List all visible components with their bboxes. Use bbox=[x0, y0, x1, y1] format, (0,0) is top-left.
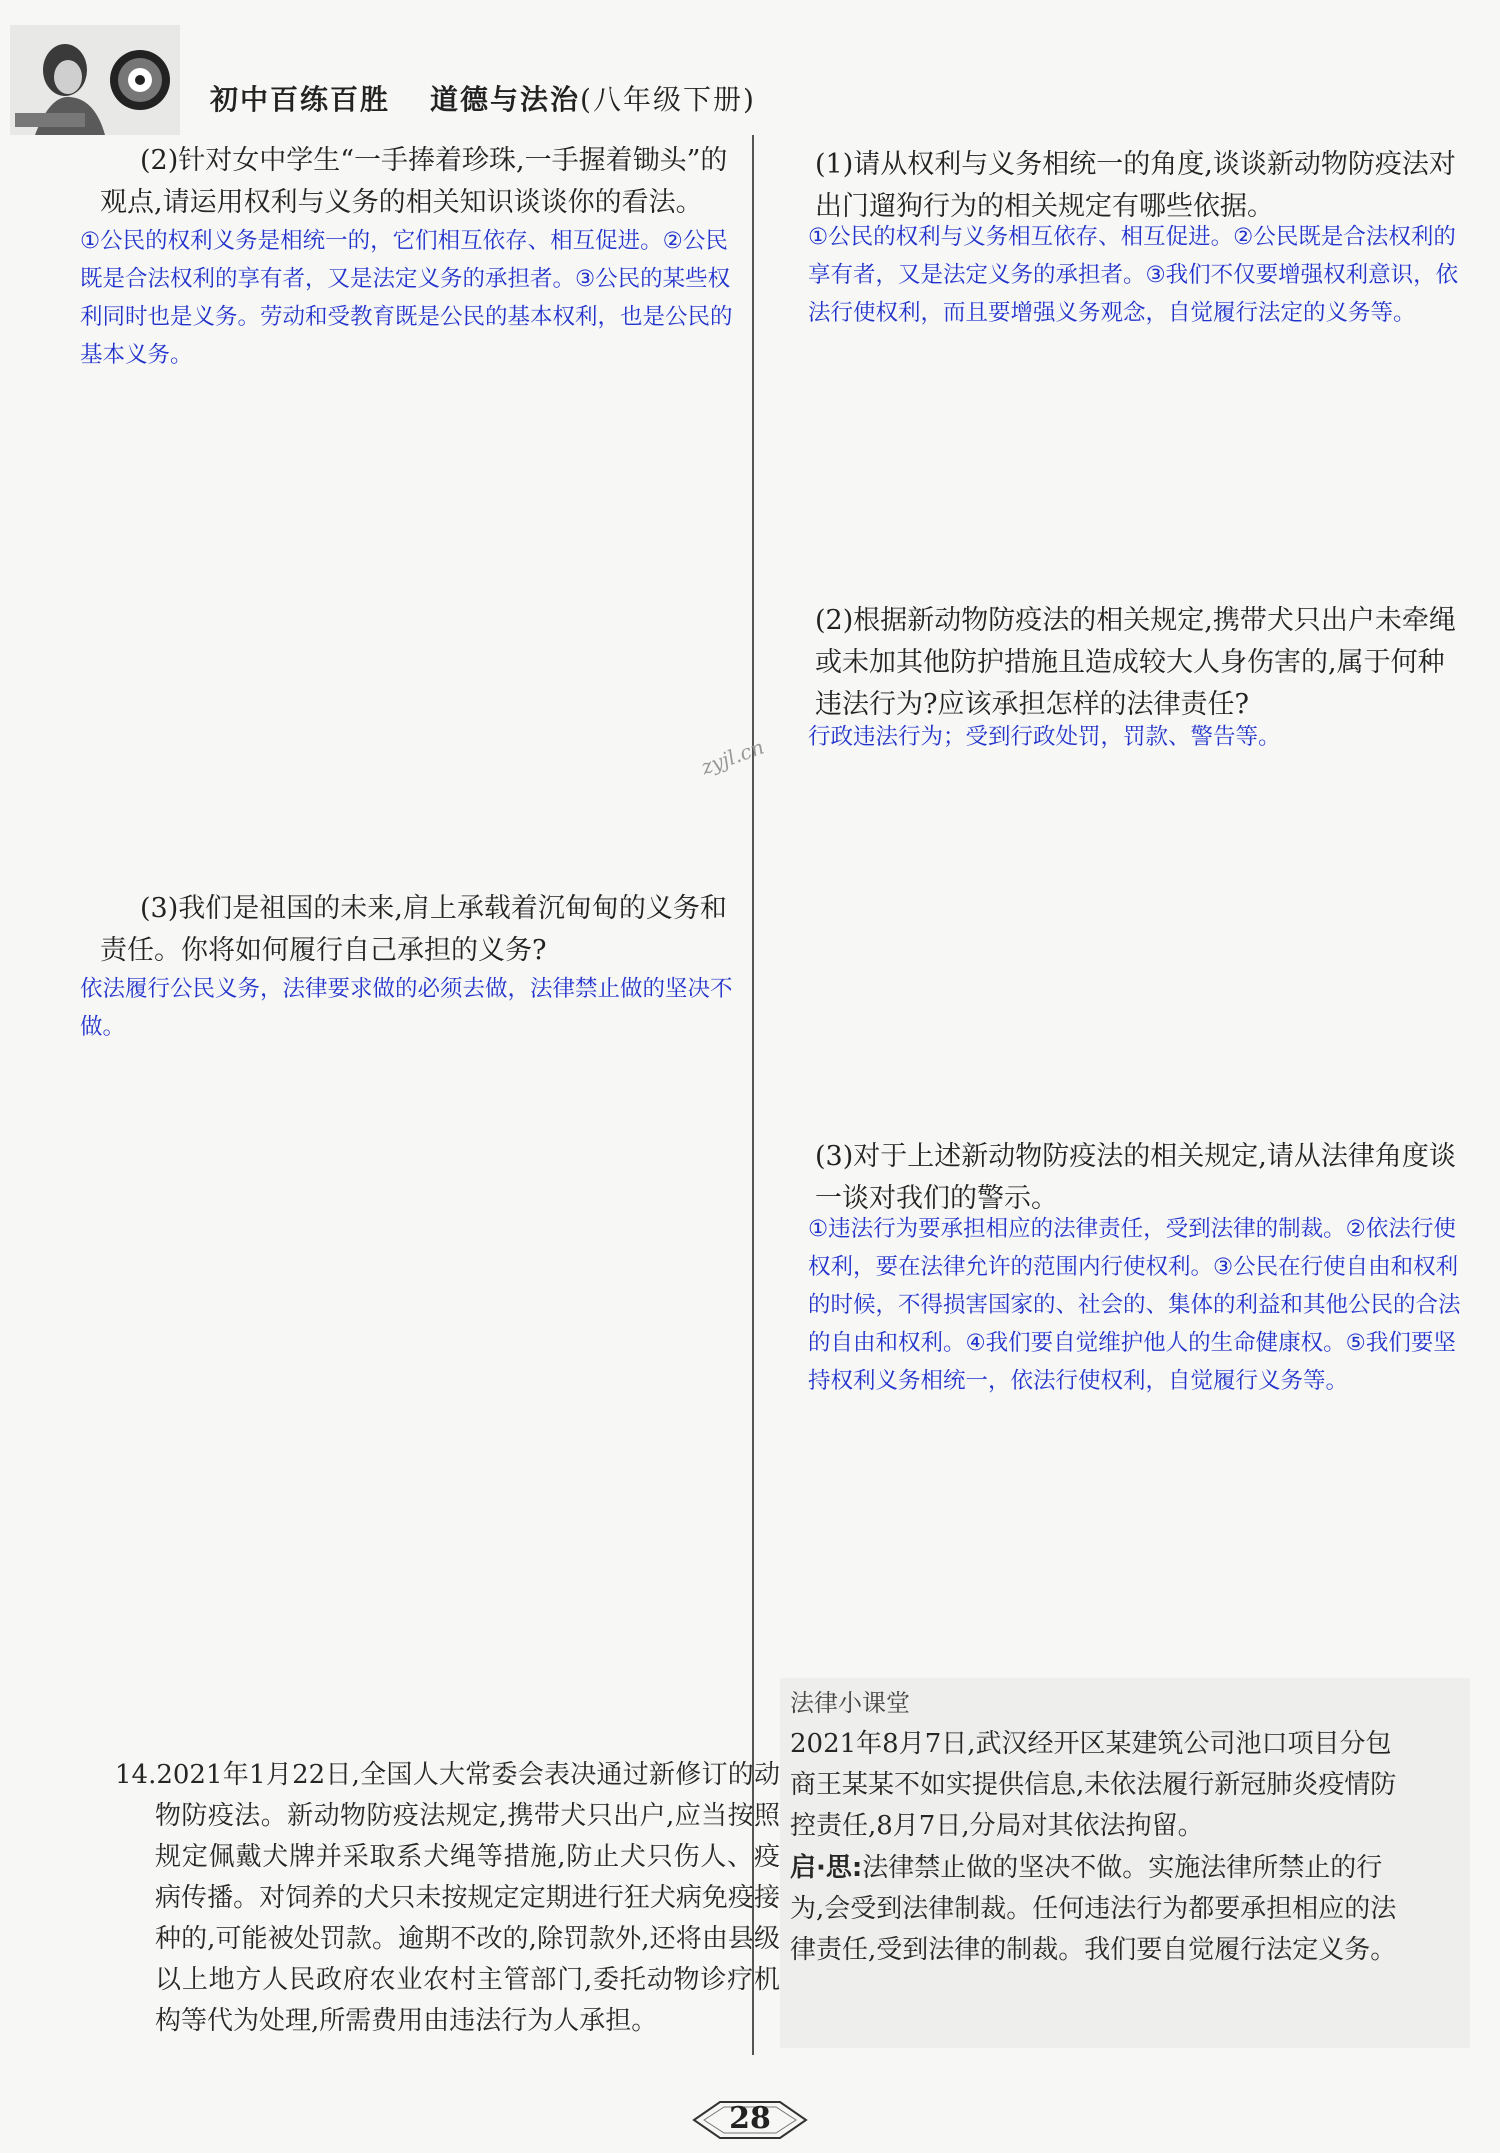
right-question-1: (1)请从权利与义务相统一的角度,谈谈新动物防疫法对出门遛狗行为的相关规定有哪些依据。 bbox=[815, 149, 1456, 222]
header-title bbox=[210, 78, 756, 118]
lawroom-case: 2021年8月7日,武汉经开区某建筑公司池口项目分包商王某某不如实提供信息,未依法履行新冠肺炎疫情防控责任,8月7日,分局对其依法拘留。 bbox=[790, 1729, 1397, 1841]
book-grade: (八年级下册) bbox=[580, 83, 756, 116]
watermark: zyjl.cn bbox=[697, 734, 768, 780]
right-question-3: (3)对于上述新动物防疫法的相关规定,请从法律角度谈一谈对我们的警示。 bbox=[815, 1141, 1456, 1214]
lawroom-title: 法律小课堂 bbox=[790, 1689, 910, 1717]
book-subject: 道德与法治 bbox=[430, 83, 581, 116]
page-number: 28 bbox=[729, 2101, 771, 2136]
right-answer-3: ①违法行为要承担相应的法律责任，受到法律的制裁。②依法行使权利，要在法律允许的范围内行使权利。③公民在行使自由和权利的时候，不得损害国家的、社会的、集体的利益和其他公民的合法的自由和权利。④我们要自觉维护他人的生命健康权。⑤我们要坚持权利义务相统一，依法行使权利，自觉履行义务等。 bbox=[808, 1216, 1461, 1394]
question-14: 14.2021年1月22日,全国人大常委会表决通过新修订的动物防疫法。新动物防疫法规定,携带犬只出户,应当按照规定佩戴犬牌并采取系犬绳等措施,防止犬只伤人、疫病传播。对饲养的犬只未按规定定期进行狂犬病免疫接种的,可能被处罚款。逾期不改的,除罚款外,还将由县级以上地方人民政府农业农村主管部门,委托动物诊疗机构等代为处理,所需费用由违法行为人承担。 bbox=[115, 1760, 780, 2036]
insight-label: 启·思: bbox=[790, 1853, 863, 1883]
lawroom-insight bbox=[790, 1848, 1400, 1971]
page-header bbox=[0, 0, 1500, 130]
right-answer-1: ①公民的权利与义务相互依存、相互促进。②公民既是合法权利的享有者，又是法定义务的承担者。③我们不仅要增强权利意识，依法行使权利，而且要增强义务观念，自觉履行法定的义务等。 bbox=[808, 224, 1459, 326]
left-question-3: (3)我们是祖国的未来,肩上承载着沉甸甸的义务和责任。你将如何履行自己承担的义务? bbox=[100, 893, 727, 966]
right-answer-2: 行政违法行为；受到行政处罚，罚款、警告等。 bbox=[808, 724, 1281, 750]
left-answer-3: 依法履行公民义务，法律要求做的必须去做，法律禁止做的坚决不做。 bbox=[80, 976, 733, 1040]
left-question-2: (2)针对女中学生“一手捧着珍珠,一手握着锄头”的观点,请运用权利与义务的相关知识谈谈你的看法。 bbox=[100, 145, 728, 218]
header-illustration bbox=[10, 25, 180, 135]
insight-text: 法律禁止做的坚决不做。实施法律所禁止的行为,会受到法律制裁。任何违法行为都要承担相应的法律责任,受到法律的制裁。我们要自觉履行法定义务。 bbox=[790, 1853, 1397, 1965]
book-series: 初中百练百胜 bbox=[210, 83, 391, 116]
right-question-2: (2)根据新动物防疫法的相关规定,携带犬只出户未牵绳或未加其他防护措施且造成较大人身伤害的,属于何种违法行为?应该承担怎样的法律责任? bbox=[815, 605, 1456, 720]
left-answer-2: ①公民的权利义务是相统一的，它们相互依存、相互促进。②公民既是合法权利的享有者，又是法定义务的承担者。③公民的某些权利同时也是义务。劳动和受教育既是公民的基本权利，也是公民的基本义务。 bbox=[80, 228, 733, 368]
